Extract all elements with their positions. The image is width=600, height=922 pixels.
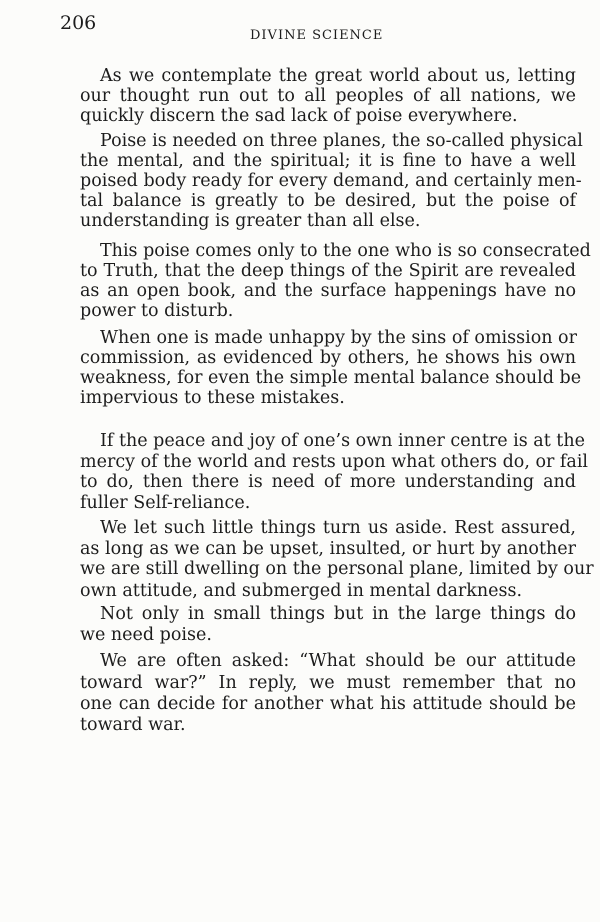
text-line: quickly discern the sad lack of poise everywhere. bbox=[80, 106, 518, 126]
text-line: poised body ready for every demand, and certainly men- bbox=[80, 171, 582, 191]
text-line: weakness, for even the simple mental balance should be bbox=[80, 368, 582, 388]
text-line: to Truth, that the deep things of the Spirit are revealed bbox=[80, 261, 576, 281]
text-line: We let such little things turn us aside. Rest assured, bbox=[100, 518, 576, 538]
text-line: Poise is needed on three planes, the so-called physical bbox=[100, 131, 583, 151]
text-line: As we contemplate the great world about us, letting bbox=[100, 66, 576, 86]
text-line: power to disturb. bbox=[80, 301, 234, 321]
text-line: understanding is greater than all else. bbox=[80, 211, 421, 231]
text-line: as an open book, and the surface happenings have no bbox=[80, 281, 576, 301]
text-line: we need poise. bbox=[80, 625, 212, 645]
text-line: Not only in small things but in the large things do bbox=[100, 604, 576, 624]
running-head: DIVINE SCIENCE bbox=[250, 28, 384, 43]
text-line: fuller Self-reliance. bbox=[80, 493, 251, 513]
text-line: mercy of the world and rests upon what others do, or fail bbox=[80, 452, 589, 472]
text-line: commission, as evidenced by others, he shows his own bbox=[80, 348, 576, 368]
text-line: as long as we can be upset, insulted, or hurt by another bbox=[80, 539, 576, 559]
text-line: If the peace and joy of one’s own inner centre is at the bbox=[100, 431, 585, 451]
text-line: we are still dwelling on the personal plane, limited by our bbox=[80, 559, 594, 579]
text-line: When one is made unhappy by the sins of omission or bbox=[100, 328, 577, 348]
text-line: impervious to these mistakes. bbox=[80, 388, 345, 408]
text-line: toward war. bbox=[80, 715, 186, 735]
text-line: toward war?” In reply, we must remember that no bbox=[80, 673, 576, 693]
text-line: We are often asked: “What should be our attitude bbox=[100, 651, 576, 671]
text-line: This poise comes only to the one who is so consecrated bbox=[100, 241, 591, 261]
text-line: our thought run out to all peoples of all nations, we bbox=[80, 86, 576, 106]
text-line: to do, then there is need of more understanding and bbox=[80, 472, 576, 492]
text-line: the mental, and the spiritual; it is fine to have a well bbox=[80, 151, 576, 171]
page-number: 206 bbox=[60, 12, 97, 34]
text-line: tal balance is greatly to be desired, but the poise of bbox=[80, 191, 576, 211]
text-line: one can decide for another what his attitude should be bbox=[80, 694, 576, 714]
text-line: own attitude, and submerged in mental darkness. bbox=[80, 581, 523, 601]
